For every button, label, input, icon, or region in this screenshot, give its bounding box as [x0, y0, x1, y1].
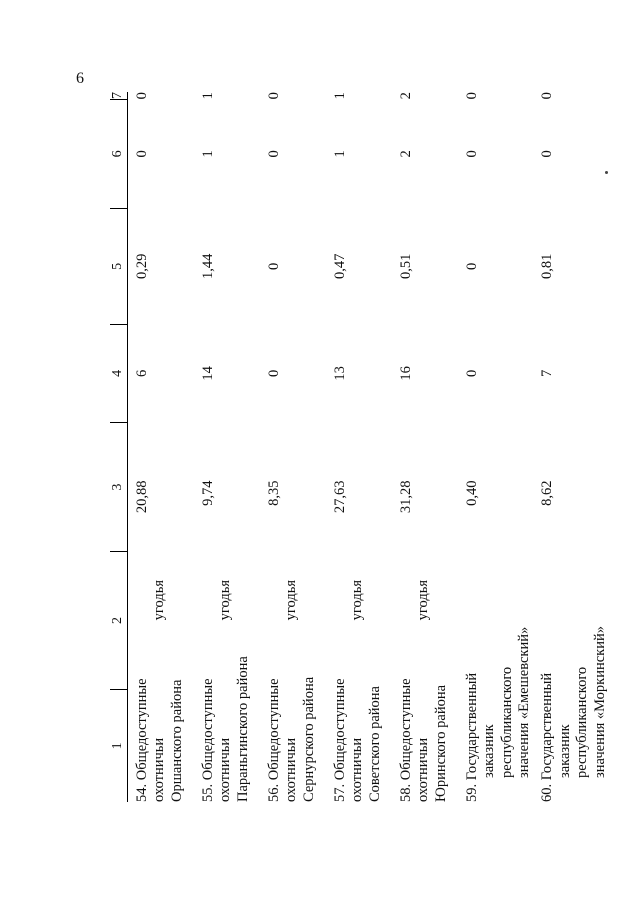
value-cell: 0,29: [133, 253, 150, 280]
table-row: [326, 92, 392, 802]
territory-name-word: охотничьи: [349, 737, 366, 802]
area-cell: 8,62: [539, 480, 556, 506]
territory-name-line: заказник: [556, 724, 573, 778]
value-cell: 0,51: [397, 253, 414, 280]
column-header: 3: [110, 422, 127, 551]
value-cell: 0: [133, 150, 150, 158]
territory-name-word: угодья: [151, 580, 168, 621]
territory-name-line: Советского района: [366, 686, 383, 802]
area-cell: 27,63: [331, 480, 348, 514]
territory-name-line: 56. Общедоступные: [265, 678, 282, 802]
territory-name-cell: [127, 552, 194, 802]
territory-name-line: 58. Общедоступные: [397, 678, 414, 802]
table-row: [458, 92, 534, 802]
territory-name-line: 55. Общедоступные: [199, 678, 216, 802]
column-header: 5: [110, 208, 127, 324]
territory-name-line: значения «Емешевский»: [515, 626, 532, 778]
table-row: [260, 92, 326, 802]
value-cell: 1: [199, 92, 216, 100]
column-header: 6: [110, 100, 127, 209]
value-cell: 0: [463, 369, 480, 378]
value-cell: 13: [331, 366, 348, 381]
territory-name-word: охотничьи: [283, 737, 300, 802]
territory-name-word: угодья: [349, 580, 366, 621]
territory-name-line: 57. Общедоступные: [331, 678, 348, 802]
territory-name-line: Параньгинского района: [234, 656, 251, 802]
area-cell: 9,74: [199, 480, 216, 506]
area-cell: 0,40: [463, 480, 480, 506]
territory-name-cell: [194, 552, 260, 802]
column-number-row: [110, 92, 127, 802]
territory-name-word: охотничьи: [151, 737, 168, 802]
area-cell: 8,35: [265, 480, 282, 506]
table-row: [127, 92, 194, 802]
territory-name-word: угодья: [283, 580, 300, 621]
territory-name-line: 54. Общедоступные: [133, 678, 150, 802]
territory-name-line: республиканского: [574, 666, 591, 778]
territory-name-line: Юринского района: [432, 684, 449, 802]
territory-name-cell: [326, 552, 392, 802]
territory-name-line: Сернурского района: [300, 676, 317, 802]
value-cell: 1: [331, 150, 348, 158]
value-cell: 0: [133, 92, 150, 100]
value-cell: 0,81: [539, 253, 556, 280]
area-cell: 31,28: [397, 480, 414, 514]
value-cell: 1: [199, 150, 216, 158]
territory-name-line: значения «Моркинский»: [591, 626, 608, 778]
territory-name-line: республиканского: [498, 666, 515, 778]
column-header: 7: [110, 92, 127, 100]
value-cell: 6: [133, 369, 150, 378]
column-header: 1: [110, 689, 127, 802]
value-cell: 0: [463, 262, 480, 270]
area-cell: 20,88: [133, 480, 150, 514]
value-cell: 0: [463, 150, 480, 158]
value-cell: 1,44: [199, 253, 216, 280]
territory-name-word: угодья: [415, 580, 432, 621]
territory-name-line: 60. Государственный: [539, 672, 556, 802]
value-cell: 0: [463, 92, 480, 100]
territory-name-word: охотничьи: [415, 737, 432, 802]
value-cell: 1: [331, 92, 348, 100]
page-number: 6: [76, 70, 84, 87]
value-cell: 0: [265, 92, 282, 100]
territory-name-word: угодья: [217, 580, 234, 621]
hunting-grounds-table: [110, 92, 615, 802]
territory-name-cell: [458, 552, 534, 802]
table-row: [533, 92, 615, 802]
value-cell: 0,47: [331, 253, 348, 280]
territory-name-word: охотничьи: [217, 737, 234, 802]
value-cell: 7: [539, 369, 556, 378]
value-cell: 2: [397, 92, 414, 100]
value-cell: 14: [199, 366, 216, 381]
column-header: 2: [110, 552, 127, 690]
territory-name-line: заказник: [481, 724, 498, 778]
value-cell: 0: [539, 92, 556, 100]
value-cell: 0: [265, 150, 282, 158]
territory-name-line: Оршанского района: [168, 679, 185, 802]
territory-name-cell: [260, 552, 326, 802]
value-cell: 0: [539, 150, 556, 158]
value-cell: 2: [397, 150, 414, 158]
territory-name-cell: [392, 552, 458, 802]
value-cell: 0: [265, 262, 282, 270]
table-row: [194, 92, 260, 802]
column-header: 4: [110, 324, 127, 422]
territory-name-cell: [533, 552, 615, 802]
table-row: [392, 92, 458, 802]
rotated-table-sheet: [110, 92, 608, 802]
territory-name-line: 59. Государственный: [463, 672, 480, 802]
value-cell: 0: [265, 369, 282, 378]
value-cell: 16: [397, 366, 414, 381]
